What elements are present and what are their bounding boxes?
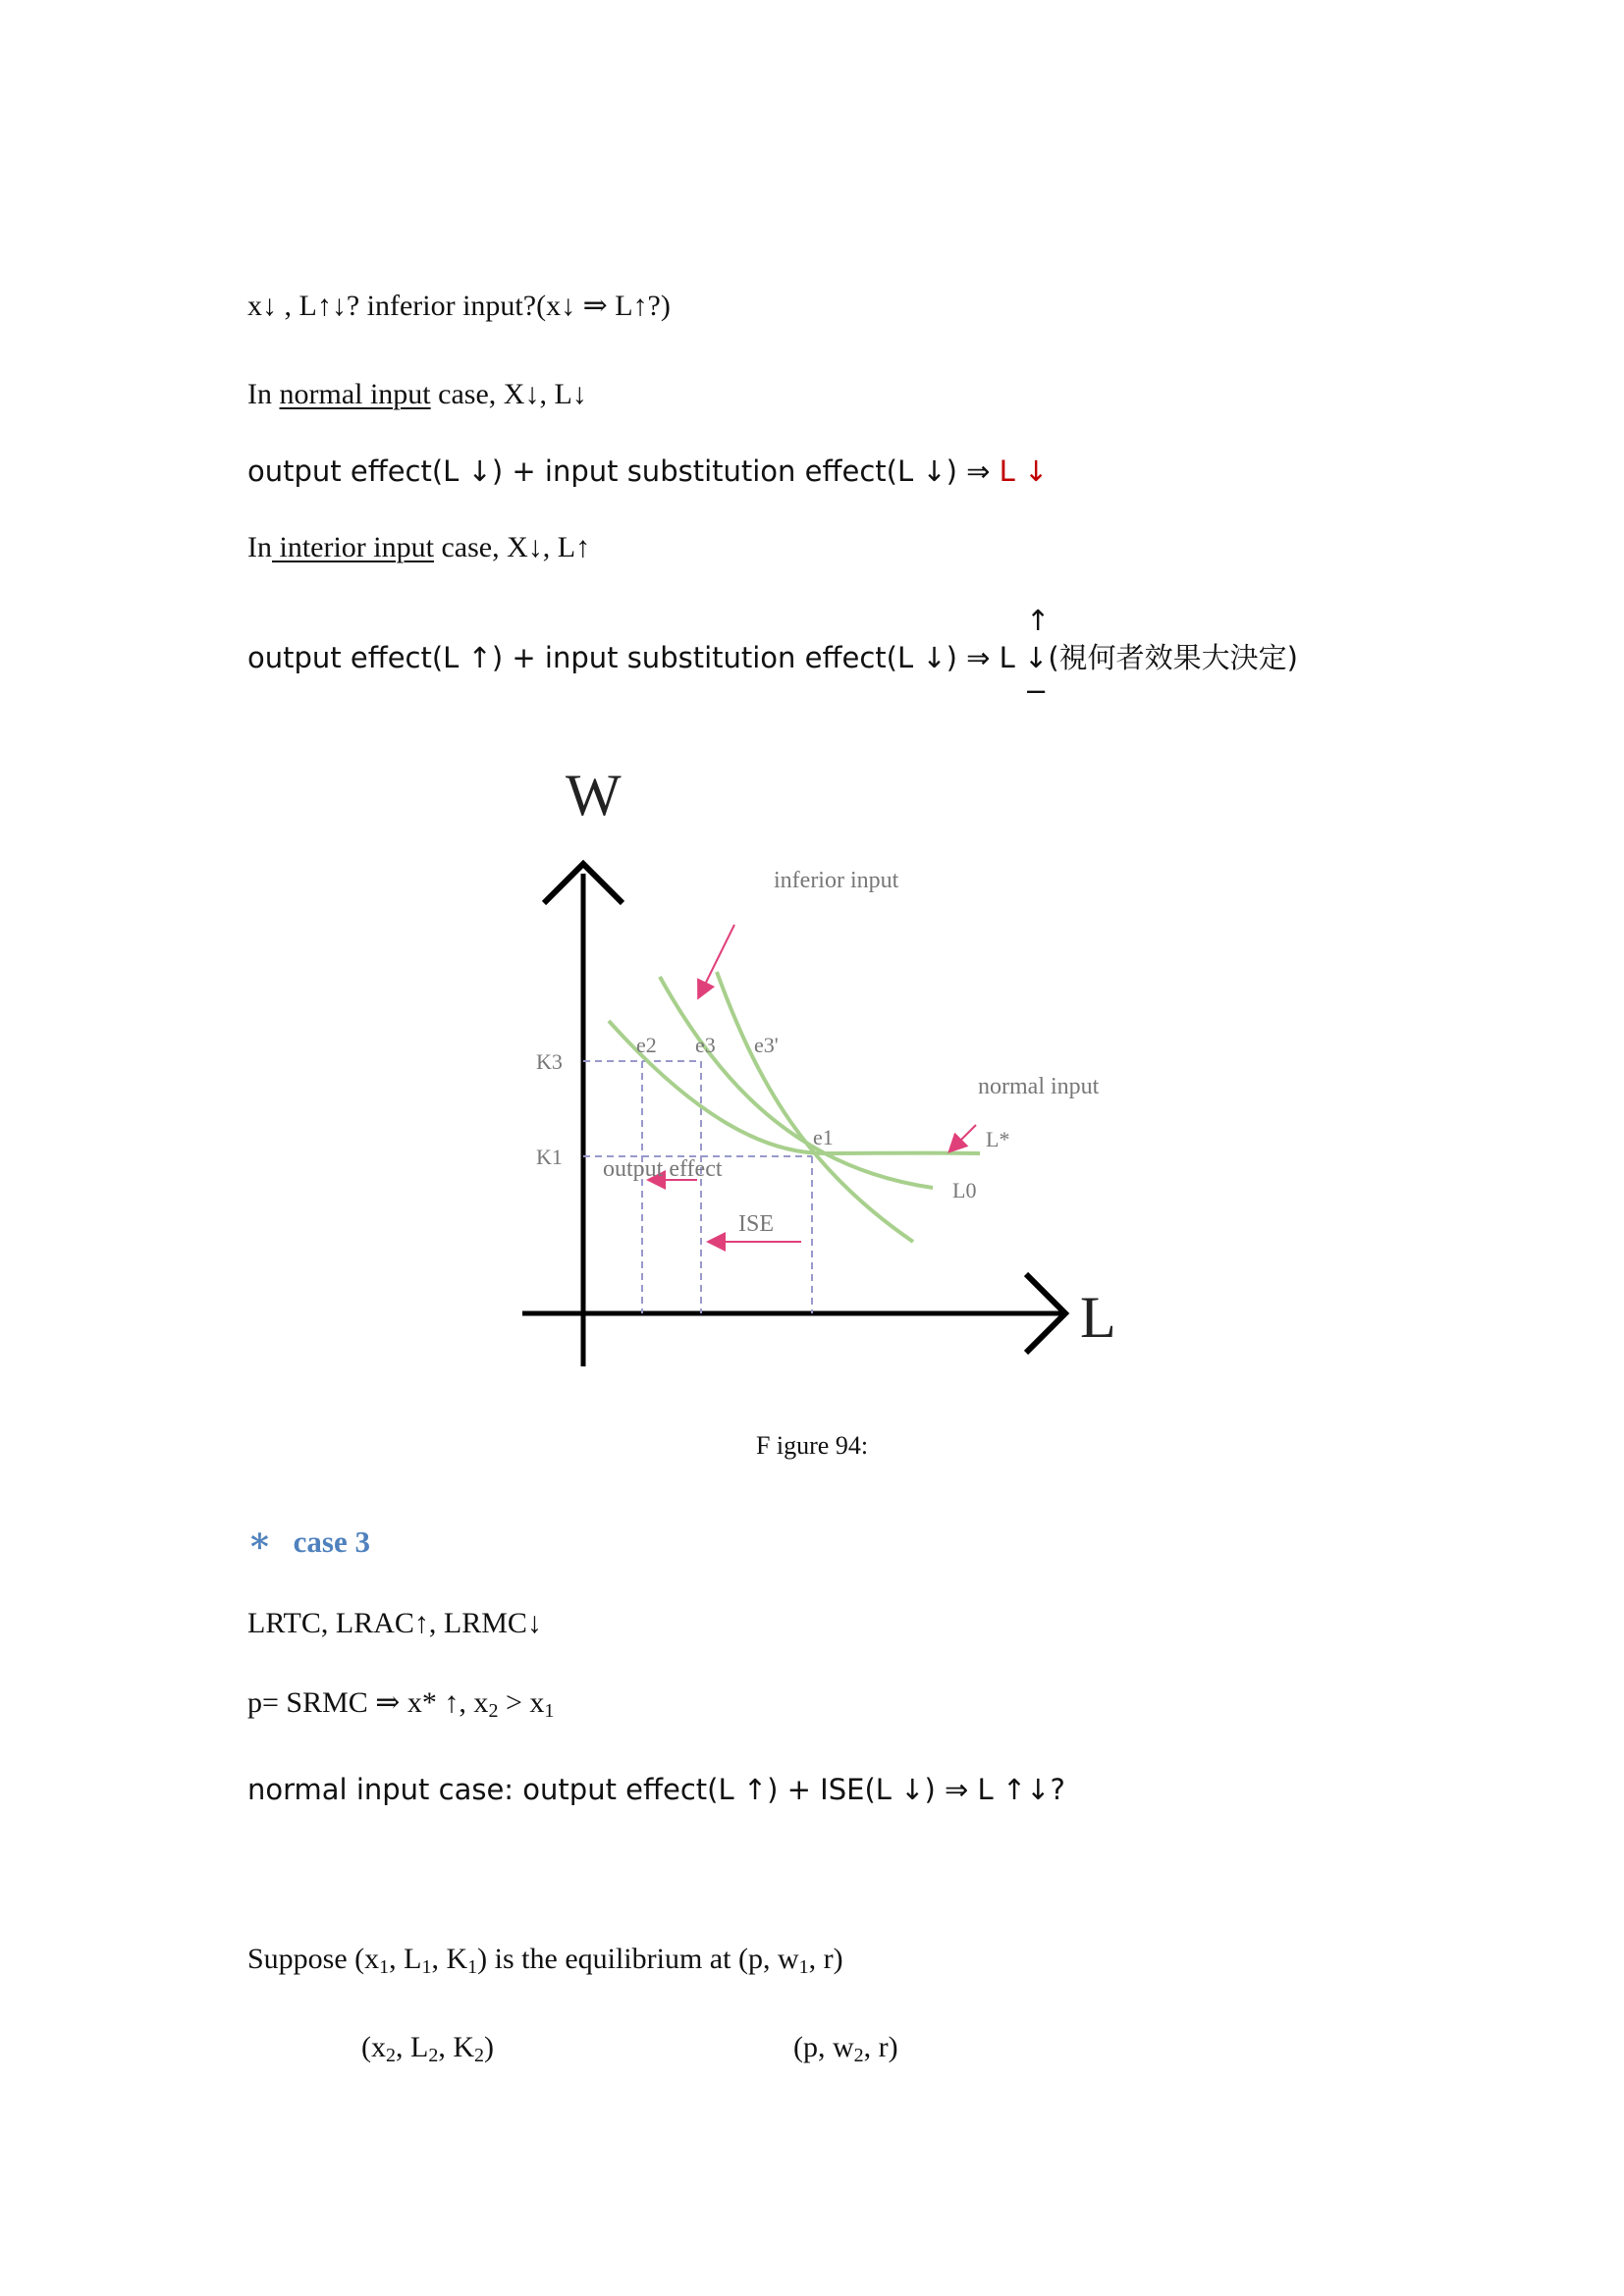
normal-input-label: normal input xyxy=(978,1074,1100,1099)
second-eq-t3: , K xyxy=(438,2031,474,2063)
x-axis-label: L xyxy=(1080,1285,1116,1350)
l-star-label: L* xyxy=(986,1127,1010,1151)
output-effect-label: output effect xyxy=(603,1156,723,1182)
input-effects-figure xyxy=(511,756,1159,1384)
normal-input-case3-text: normal input case: output effect(L ↑) + ISE(L ↓) ⇒ L ↑↓? xyxy=(247,1773,1065,1806)
k3-label: K3 xyxy=(536,1049,563,1074)
ise-label: ISE xyxy=(738,1211,774,1237)
second-eq-t6: , r) xyxy=(863,2031,898,2063)
case3-bullet-icon: ∗ xyxy=(247,1521,272,1560)
suppose-t2: , L xyxy=(389,1943,422,1975)
line-lrtc xyxy=(247,1606,542,1641)
line-inferior-question xyxy=(247,289,671,324)
p-srmc-prefix: p= SRMC ⇒ x* ↑, x xyxy=(247,1686,489,1719)
e3-prime-label: e3' xyxy=(754,1033,779,1057)
interior-effects-text: output effect(L ↑) + input substitution effect(L ↓) ⇒ L xyxy=(247,641,1025,674)
line-interior-effects xyxy=(247,604,1298,708)
e1-label: e1 xyxy=(813,1125,834,1149)
normal-case-suffix: case, X↓, L↓ xyxy=(430,378,587,410)
k1-label: K1 xyxy=(536,1145,563,1169)
suppose-s1: 1 xyxy=(379,1956,390,1978)
second-eq-s1: 2 xyxy=(386,2045,396,2066)
e2-label: e2 xyxy=(636,1033,657,1057)
case3-title: case 3 xyxy=(293,1524,370,1559)
interior-case-prefix: In xyxy=(247,531,272,563)
normal-effects-text: output effect(L ↓) + input substitution effect(L ↓) ⇒ xyxy=(247,454,1000,488)
line-interior-input-case xyxy=(247,530,590,565)
p-srmc-sub2: 1 xyxy=(544,1700,555,1722)
second-eq-s3: 2 xyxy=(474,2045,484,2066)
normal-effects-result: L ↓ xyxy=(999,454,1049,488)
dash-symbol: − xyxy=(1024,674,1049,708)
suppose-t1: Suppose (x xyxy=(247,1943,380,1975)
interior-case-suffix: case, X↓, L↑ xyxy=(433,531,591,563)
arrow-down-symbol: ↓ xyxy=(1024,641,1049,674)
line-p-srmc xyxy=(247,1685,554,1729)
line-inferior-question-text: x↓ , L↑↓? inferior input?(x↓ ⇒ L↑?) xyxy=(247,290,671,322)
suppose-t5: , r) xyxy=(808,1943,843,1975)
line-second-equilibrium-left xyxy=(361,2030,494,2073)
normal-case-prefix: In xyxy=(247,378,280,410)
p-srmc-mid: > x xyxy=(498,1686,545,1719)
suppose-t3: , K xyxy=(431,1943,468,1975)
second-eq-s2: 2 xyxy=(428,2045,439,2066)
interior-effects-note: (視何者效果大決定) xyxy=(1048,641,1298,674)
inferior-input-label: inferior input xyxy=(774,868,899,893)
l0-label: L0 xyxy=(952,1178,977,1202)
second-eq-t1: (x xyxy=(361,2031,386,2063)
suppose-s2: 1 xyxy=(421,1956,432,1978)
isoquant-curves xyxy=(609,972,980,1242)
line-normal-effects xyxy=(247,454,1048,489)
normal-input-term: normal input xyxy=(279,378,431,410)
line-normal-input-case xyxy=(247,377,587,412)
line-normal-input-case3 xyxy=(247,1772,1065,1807)
e3-label: e3 xyxy=(695,1033,716,1057)
ambiguous-arrow-stack xyxy=(1024,604,1051,708)
second-eq-t4: ) xyxy=(484,2031,494,2063)
y-axis-label: W xyxy=(566,763,622,828)
interior-input-term: interior input xyxy=(272,531,434,563)
line-second-equilibrium-right xyxy=(793,2030,898,2073)
normal-input-pointer-arrow xyxy=(950,1125,976,1150)
p-srmc-sub1: 2 xyxy=(488,1700,499,1722)
figure-caption: F igure 94: xyxy=(755,1431,869,1460)
lrtc-text: LRTC, LRAC↑, LRMC↓ xyxy=(247,1607,542,1639)
second-eq-t2: , L xyxy=(396,2031,429,2063)
suppose-t4: ) is the equilibrium at (p, w xyxy=(477,1943,799,1975)
inferior-input-pointer-arrow xyxy=(699,925,734,996)
line-suppose-equilibrium xyxy=(247,1942,843,1985)
suppose-s4: 1 xyxy=(798,1956,809,1978)
second-eq-s5: 2 xyxy=(853,2045,864,2066)
arrow-up-symbol: ↑ xyxy=(1026,604,1051,637)
case3-heading xyxy=(247,1522,370,1560)
suppose-s3: 1 xyxy=(467,1956,478,1978)
second-eq-t5: (p, w xyxy=(793,2031,854,2063)
